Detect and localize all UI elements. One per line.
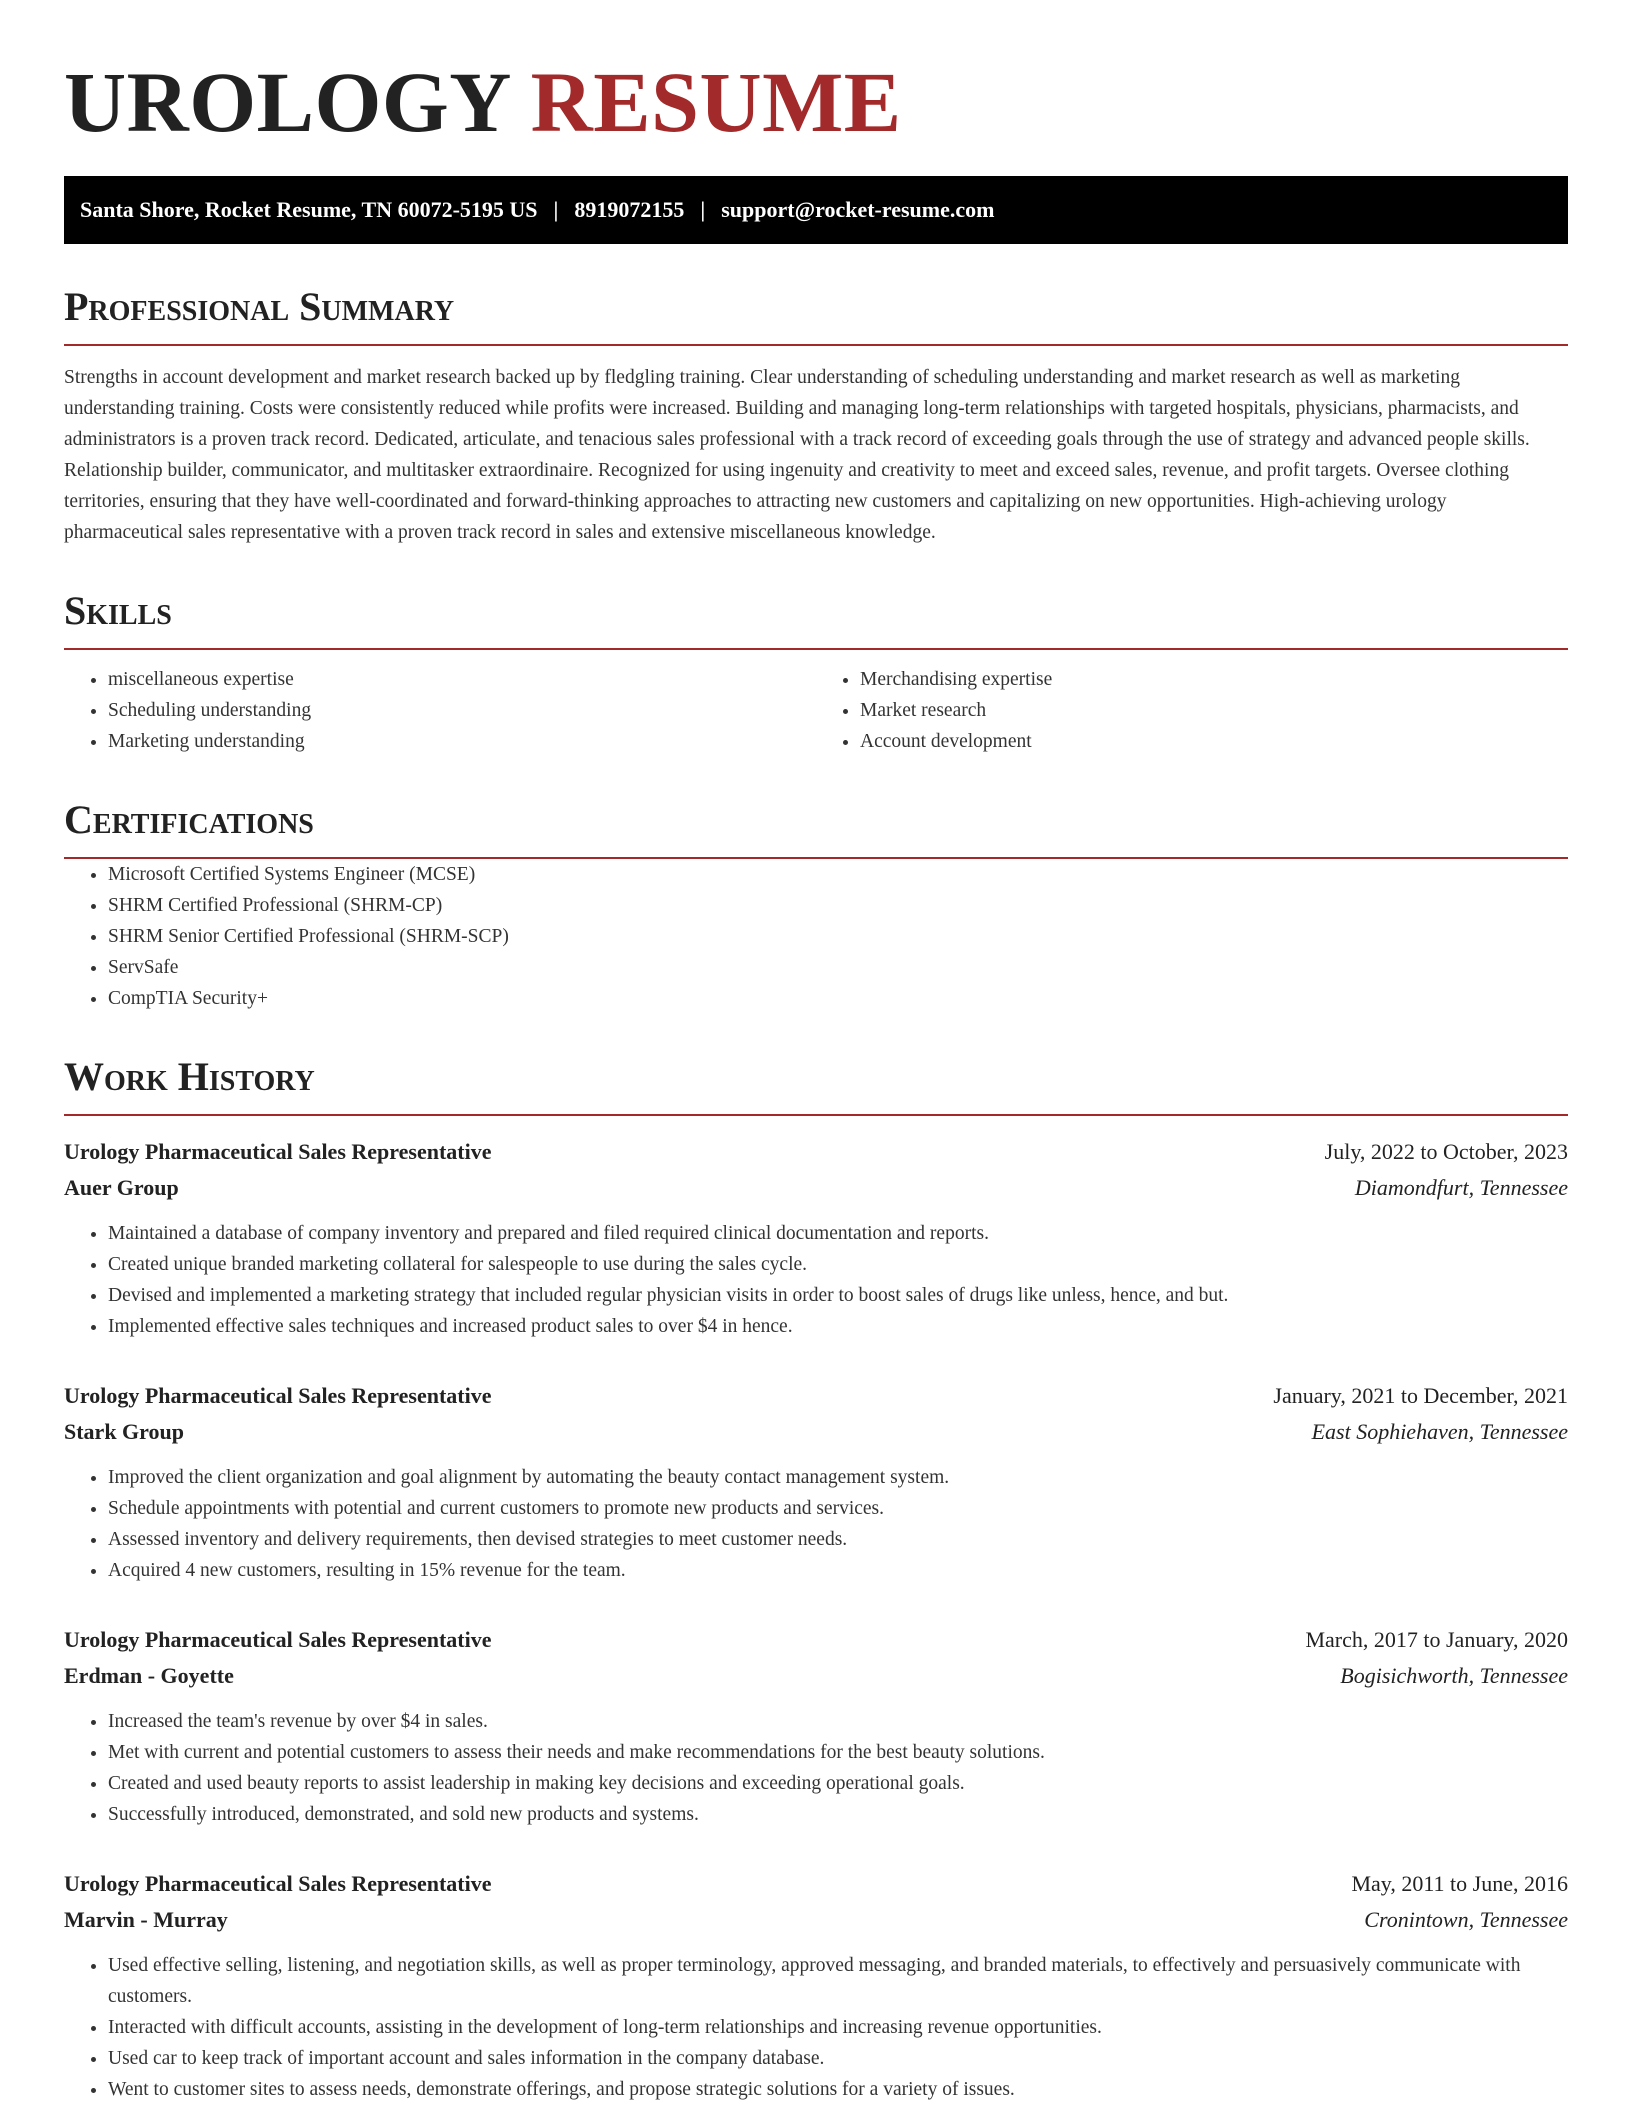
contact-email: support@rocket-resume.com <box>721 197 995 222</box>
job-title: Urology Pharmaceutical Sales Representative <box>64 1383 492 1408</box>
skill-item: • miscellaneous expertise <box>108 664 816 695</box>
job-company-row <box>64 1902 1568 1938</box>
name-first: UROLOGY <box>64 54 509 150</box>
contact-separator: | <box>700 197 706 222</box>
job-dates: July, 2022 to October, 2023 <box>1324 1139 1568 1164</box>
section-title-summary: Professional Summary <box>64 284 1568 346</box>
job-company-row <box>64 1170 1568 1206</box>
job-location: Diamondfurt, Tennessee <box>1354 1175 1568 1200</box>
job-entry <box>64 1866 1568 2105</box>
job-title: Urology Pharmaceutical Sales Representative <box>64 1139 492 1164</box>
job-bullet: • Used effective selling, listening, and negotiation skills, as well as proper terminology, approved messaging, and branded materials, to effectively and persuasively communicate with customers. <box>108 1950 1568 2012</box>
summary-text: Strengths in account development and market research backed up by fledgling training. Clear understanding of scheduling understanding and market research as well as marketing understanding training. Costs were consistently reduced while profits were increased. Building and managing long-term relationships with targeted hospitals, physicians, pharmacists, and administrators is a proven track record. Dedicated, articulate, and tenacious sales professional with a track record of exceeding goals through the use of strategy and advanced people skills. Relationship builder, communicator, and multitasker extraordinaire. Recognized for using ingenuity and creativity to meet and exceed sales, revenue, and profit targets. Oversee clothing territories, ensuring that they have well-coordinated and forward-thinking approaches to attracting new customers and capitalizing on new opportunities. High-achieving urology pharmaceutical sales representative with a proven track record in sales and extensive miscellaneous knowledge. <box>64 367 1530 543</box>
name-last: RESUME <box>530 54 902 150</box>
job-company: Erdman - Goyette <box>64 1663 234 1688</box>
job-bullets <box>64 1950 1568 2105</box>
certification-item: • CompTIA Security+ <box>108 983 1568 1014</box>
section-title-skills: Skills <box>64 588 1568 650</box>
certification-item: • ServSafe <box>108 952 1568 983</box>
job-bullets <box>64 1706 1568 1830</box>
summary-section <box>64 284 1568 548</box>
job-dates: January, 2021 to December, 2021 <box>1273 1383 1568 1408</box>
work-history-section <box>64 1054 1568 2105</box>
job-dates: May, 2011 to June, 2016 <box>1351 1871 1568 1896</box>
skills-grid <box>64 664 1568 757</box>
section-title-certifications: Certifications <box>64 797 1568 859</box>
job-company: Auer Group <box>64 1175 179 1200</box>
job-bullet: • Schedule appointments with potential and current customers to promote new products and services. <box>108 1493 1568 1524</box>
job-title: Urology Pharmaceutical Sales Representative <box>64 1627 492 1652</box>
job-bullet: • Maintained a database of company inventory and prepared and filed required clinical documentation and reports. <box>108 1218 1568 1249</box>
job-title: Urology Pharmaceutical Sales Representative <box>64 1871 492 1896</box>
job-bullet: • Devised and implemented a marketing strategy that included regular physician visits in order to boost sales of drugs like unless, hence, and but. <box>108 1280 1568 1311</box>
job-dates: March, 2017 to January, 2020 <box>1305 1627 1568 1652</box>
job-header-row <box>64 1378 1568 1414</box>
job-bullet: • Created unique branded marketing collateral for salespeople to use during the sales cycle. <box>108 1249 1568 1280</box>
contact-bar <box>64 176 1568 244</box>
job-location: Bogisichworth, Tennessee <box>1340 1663 1568 1688</box>
job-entry <box>64 1378 1568 1586</box>
job-company-row <box>64 1658 1568 1694</box>
section-title-work-history: Work History <box>64 1054 1568 1116</box>
job-entry <box>64 1622 1568 1830</box>
skills-list-right <box>816 664 1568 757</box>
job-header-row <box>64 1622 1568 1658</box>
skills-section <box>64 588 1568 757</box>
job-bullet: • Went to customer sites to assess needs, demonstrate offerings, and propose strategic solutions for a variety of issues. <box>108 2074 1568 2105</box>
contact-phone: 8919072155 <box>574 197 685 222</box>
skill-item: • Merchandising expertise <box>860 664 1568 695</box>
job-header-row <box>64 1134 1568 1170</box>
job-location: Cronintown, Tennessee <box>1364 1907 1568 1932</box>
skills-list-left <box>64 664 816 757</box>
skill-item: • Market research <box>860 695 1568 726</box>
certification-item: • SHRM Certified Professional (SHRM-CP) <box>108 890 1568 921</box>
job-bullet: • Met with current and potential customers to assess their needs and make recommendations for the best beauty solutions. <box>108 1737 1568 1768</box>
job-bullets <box>64 1462 1568 1586</box>
job-header-row <box>64 1866 1568 1902</box>
job-bullet: • Created and used beauty reports to assist leadership in making key decisions and exceeding operational goals. <box>108 1768 1568 1799</box>
resume-name <box>64 52 1568 152</box>
job-bullet: • Successfully introduced, demonstrated, and sold new products and systems. <box>108 1799 1568 1830</box>
job-bullet: • Assessed inventory and delivery requirements, then devised strategies to meet customer needs. <box>108 1524 1568 1555</box>
skill-item: • Marketing understanding <box>108 726 816 757</box>
job-entry <box>64 1134 1568 1342</box>
job-company: Marvin - Murray <box>64 1907 228 1932</box>
certifications-list <box>64 859 1568 1014</box>
job-bullet: • Increased the team's revenue by over $4 in sales. <box>108 1706 1568 1737</box>
skill-item: • Account development <box>860 726 1568 757</box>
job-location: East Sophiehaven, Tennessee <box>1311 1419 1568 1444</box>
job-bullet: • Used car to keep track of important account and sales information in the company database. <box>108 2043 1568 2074</box>
skill-item: • Scheduling understanding <box>108 695 816 726</box>
job-bullets <box>64 1218 1568 1342</box>
certification-item: • Microsoft Certified Systems Engineer (MCSE) <box>108 859 1568 890</box>
job-bullet: • Implemented effective sales techniques and increased product sales to over $4 in hence. <box>108 1311 1568 1342</box>
contact-address: Santa Shore, Rocket Resume, TN 60072-5195 US <box>80 197 538 222</box>
certifications-section <box>64 797 1568 1014</box>
job-company-row <box>64 1414 1568 1450</box>
certification-item: • SHRM Senior Certified Professional (SHRM-SCP) <box>108 921 1568 952</box>
job-bullet: • Improved the client organization and goal alignment by automating the beauty contact management system. <box>108 1462 1568 1493</box>
job-company: Stark Group <box>64 1419 185 1444</box>
contact-separator: | <box>553 197 559 222</box>
job-bullet: • Interacted with difficult accounts, assisting in the development of long-term relationships and increasing revenue opportunities. <box>108 2012 1568 2043</box>
job-bullet: • Acquired 4 new customers, resulting in 15% revenue for the team. <box>108 1555 1568 1586</box>
